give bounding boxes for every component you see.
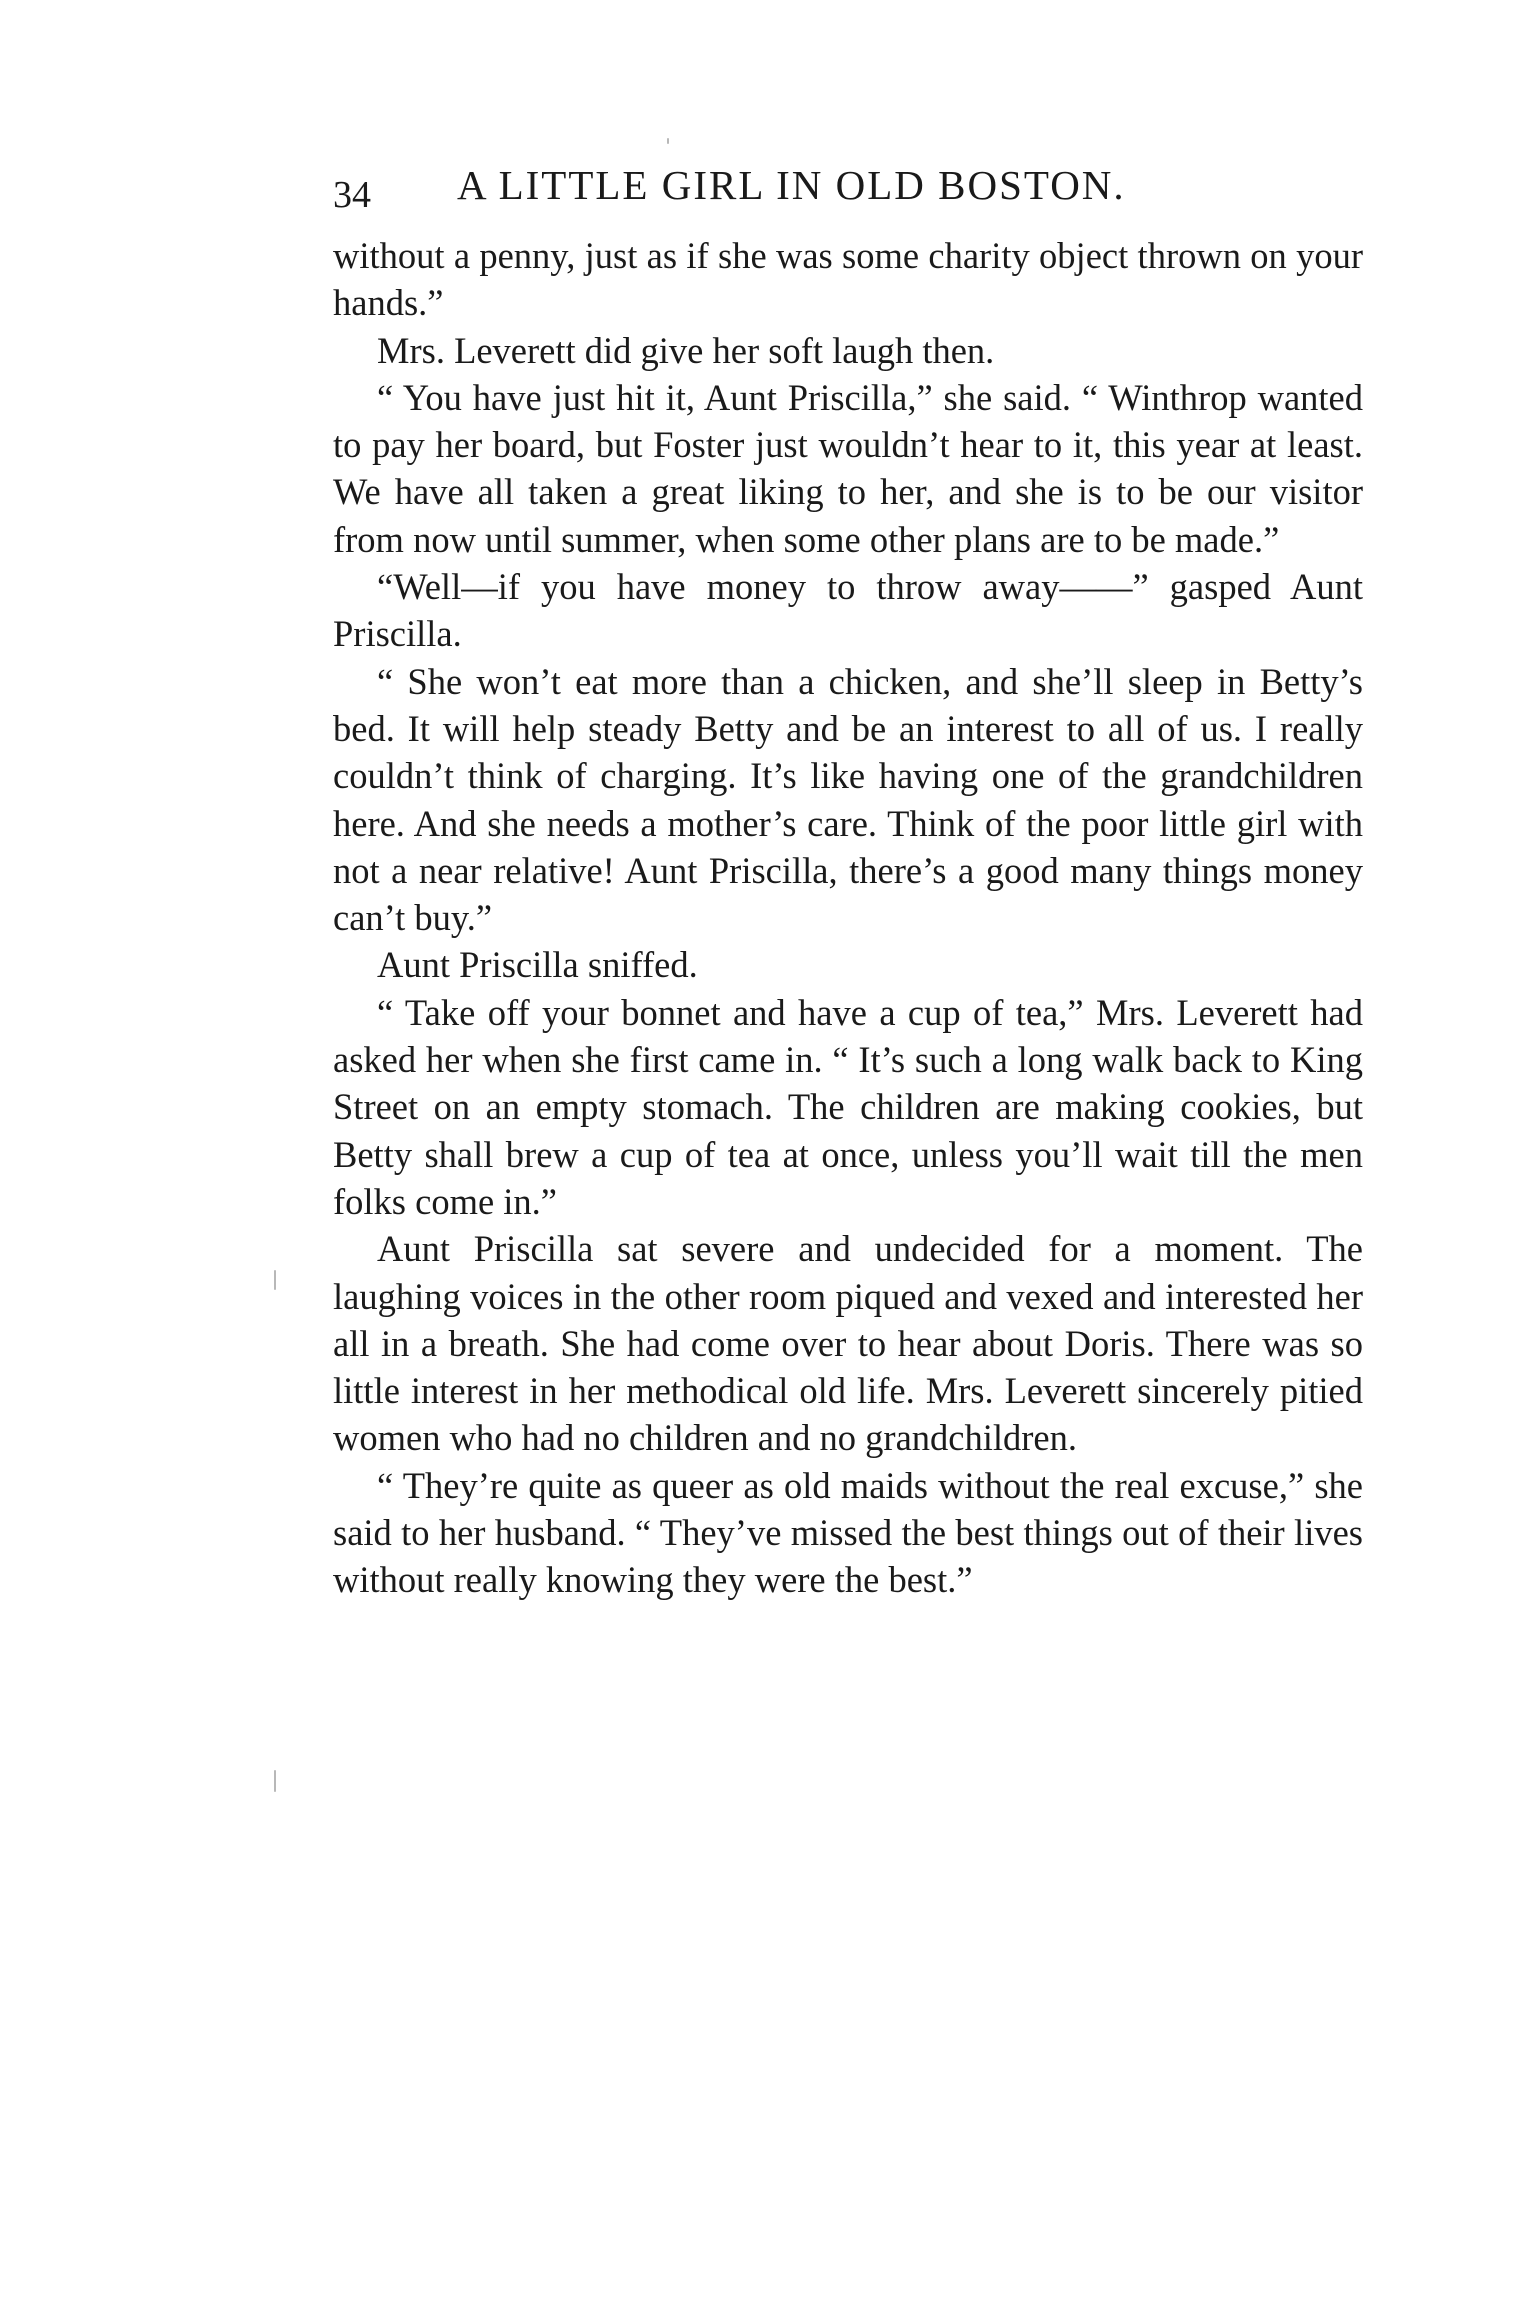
paper-speck: [667, 138, 669, 144]
running-head: [333, 155, 1363, 215]
running-title: A LITTLE GIRL IN OLD BOSTON.: [457, 162, 1126, 208]
body-text: [333, 232, 1363, 1604]
paragraph: “ They’re quite as queer as old maids without the real excuse,” she said to her husband. “ They’ve missed the best things out of their lives without really knowing they were the best.”: [333, 1464, 1363, 1601]
paragraph: Aunt Priscilla sniffed.: [377, 944, 698, 986]
paragraph-continued: without a penny, just as if she was some charity object thrown on your hands.”: [333, 235, 1363, 324]
paragraph: “ You have just hit it, Aunt Priscilla,” she said. “ Winthrop wanted to pay her board, but Foster just wouldn’t hear to it, this year at least. We have all taken a great liking to her, and she is to be our visitor from now until summer, when some other plans are to be made.”: [333, 376, 1363, 560]
paragraph: “ Take off your bonnet and have a cup of tea,” Mrs. Leverett had asked her when she first came in. “ It’s such a long walk back to King Street on an empty stomach. The children are making cookies, but Betty shall brew a cup of tea at once, unless you’ll wait till the men folks come in.”: [333, 991, 1363, 1222]
paper-speck: [274, 1770, 276, 1792]
page-number: 34: [333, 174, 371, 216]
paragraph: “ She won’t eat more than a chicken, and she’ll sleep in Betty’s bed. It will help steady Betty and be an interest to all of us. I really couldn’t think of charging. It’s like having one of the grandchildren here. And she needs a mother’s care. Think of the poor little girl with not a near relative! Aunt Priscilla, there’s a good many things money can’t buy.”: [333, 660, 1363, 939]
paragraph: Mrs. Leverett did give her soft laugh then.: [377, 329, 995, 371]
paragraph: “Well—if you have money to throw away——” gasped Aunt Priscilla.: [333, 566, 1363, 655]
paragraph: Aunt Priscilla sat severe and undecided for a moment. The laughing voices in the other room piqued and vexed and interested her all in a breath. She had come over to hear about Doris. There was so little interest in her methodical old life. Mrs. Leverett sincerely pitied women who had no children and no grandchildren.: [333, 1228, 1363, 1459]
paper-speck: [274, 1270, 276, 1290]
